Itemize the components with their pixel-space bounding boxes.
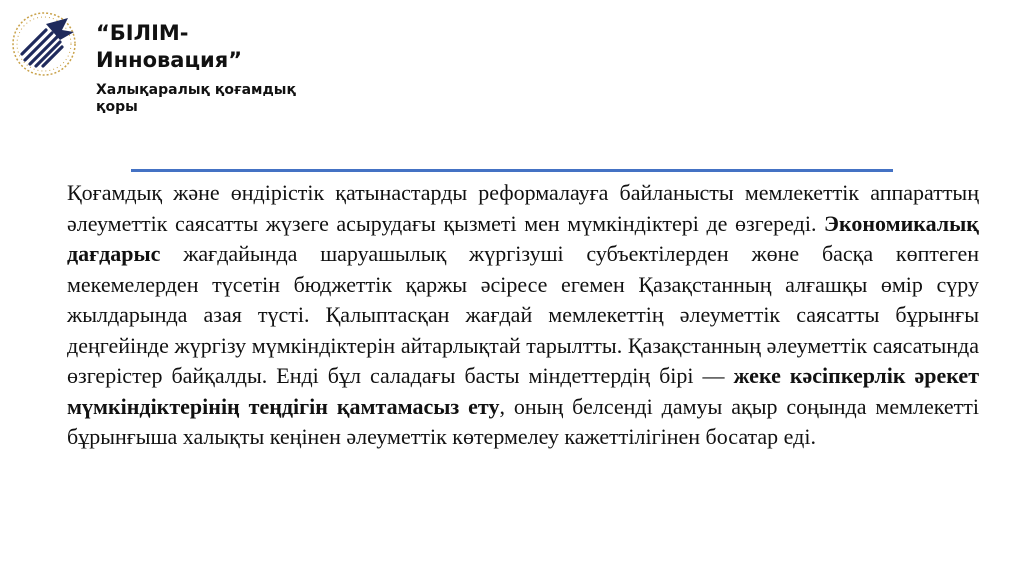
header-divider <box>131 169 893 172</box>
organization-name-line-2: Инновация” <box>96 48 243 72</box>
bilim-logo-icon <box>10 10 78 78</box>
paragraph-segment-1: Қоғамдық және өндірістік қатынастарды реформалауға байланысты мемлекеттік аппараттың әлеуметтік саясатты жүзеге асырудағы қызметі мен мүмкіндіктері де өзгереді. <box>67 180 979 236</box>
paragraph-segment-2: жағдайында шаруашылық жүргізуші субъектілерден жөне басқа көптеген мекемелерден түсетін бюджеттік қаржы әсіресе егемен Қазақстанның алғашқы өмір сүру жылдарында азая түсті. Қалыптасқан жағдай мемлекеттің әлеуметтік саясатты бұрынғы деңгейінде жүргізу мүмкіндіктерін айтарлықтай тарылтты. Қазақстанның әлеуметтік саясатында өзгерістер байқалды. Енді бұл саладағы басты міндеттердің бірі — <box>67 241 979 388</box>
organization-subtitle-line-1: Халықаралық қоғамдық <box>96 82 296 98</box>
organization-subtitle <box>96 82 356 116</box>
organization-logo <box>10 10 78 78</box>
economic-crisis-emphasis: Экономикалық дағдарыс <box>67 210 979 266</box>
entrepreneurship-equality-emphasis: жеке кәсіпкерлік әрекет мүмкіндіктерінің теңдігін қамтамасыз ету <box>67 363 979 419</box>
organization-subtitle-line-2: қоры <box>96 99 138 115</box>
organization-name <box>96 20 256 74</box>
main-paragraph <box>67 178 979 453</box>
paragraph-segment-3: , оның белсенді дамуы ақыр соңында мемлекетті бұрынғыша халықты кеңінен әлеуметтік көтермелеу кажеттілігінен босатар еді. <box>67 393 979 449</box>
organization-name-line-1: “БІЛІМ- <box>96 21 189 45</box>
